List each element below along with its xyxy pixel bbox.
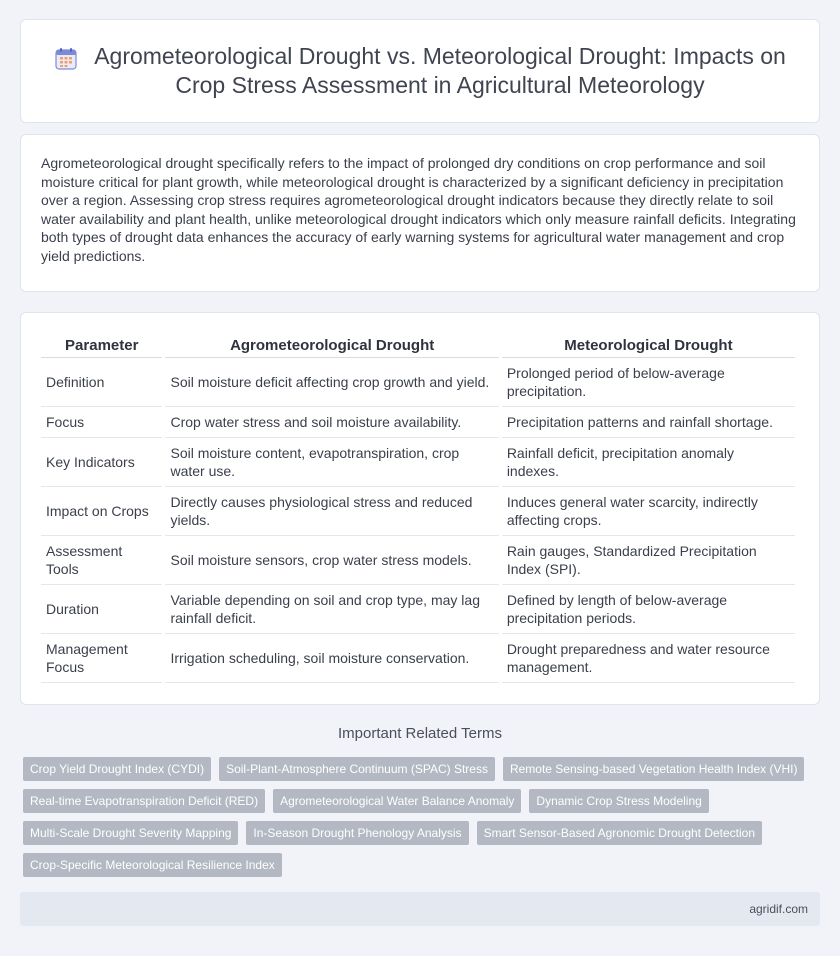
table-cell-agrometeorological: Soil moisture sensors, crop water stress models. — [165, 536, 498, 585]
related-term-tag[interactable]: Crop-Specific Meteorological Resilience Index — [23, 853, 282, 877]
table-cell-meteorological: Precipitation patterns and rainfall shortage. — [502, 407, 795, 438]
related-term-tag[interactable]: Agrometeorological Water Balance Anomaly — [273, 789, 521, 813]
table-cell-agrometeorological: Irrigation scheduling, soil moisture conservation. — [165, 634, 498, 683]
comparison-table — [38, 333, 798, 683]
comparison-table-card — [20, 312, 820, 705]
table-cell-agrometeorological: Directly causes physiological stress and reduced yields. — [165, 487, 498, 536]
related-terms-heading: Important Related Terms — [338, 725, 502, 742]
footer — [20, 892, 820, 926]
column-header-parameter: Parameter — [41, 333, 162, 358]
table-row — [41, 407, 795, 438]
table-cell-agrometeorological: Crop water stress and soil moisture availability. — [165, 407, 498, 438]
related-term-tag[interactable]: Dynamic Crop Stress Modeling — [529, 789, 708, 813]
table-cell-parameter: Duration — [41, 585, 162, 634]
intro-card — [20, 134, 820, 292]
header-card — [20, 19, 820, 123]
table-cell-meteorological: Rainfall deficit, precipitation anomaly indexes. — [502, 438, 795, 487]
table-row — [41, 536, 795, 585]
table-cell-agrometeorological: Soil moisture deficit affecting crop growth and yield. — [165, 358, 498, 407]
table-cell-parameter: Management Focus — [41, 634, 162, 683]
footer-site-link[interactable]: agridif.com — [749, 902, 808, 916]
table-cell-parameter: Assessment Tools — [41, 536, 162, 585]
table-cell-parameter: Key Indicators — [41, 438, 162, 487]
related-term-tag[interactable]: In-Season Drought Phenology Analysis — [246, 821, 468, 845]
intro-paragraph: Agrometeorological drought specifically refers to the impact of prolonged dry conditions on crop performance and soil moisture critical for plant growth, while meteorological drought is characterized by a significant deficiency in precipitation over a region. Assessing crop stress requires agrometeorological drought indicators because they directly relate to soil water availability and plant health, unlike meteorological drought indicators which only measure rainfall deficits. Integrating both types of drought data enhances the accuracy of early warning systems for agricultural water management and crop yield predictions. — [41, 155, 796, 264]
table-cell-meteorological: Rain gauges, Standardized Precipitation Index (SPI). — [502, 536, 795, 585]
table-cell-meteorological: Defined by length of below-average precipitation periods. — [502, 585, 795, 634]
table-row — [41, 487, 795, 536]
related-terms-list — [23, 757, 813, 877]
table-cell-parameter: Definition — [41, 358, 162, 407]
table-cell-agrometeorological: Soil moisture content, evapotranspiration, crop water use. — [165, 438, 498, 487]
table-row — [41, 438, 795, 487]
table-header-row — [41, 333, 795, 358]
table-cell-parameter: Impact on Crops — [41, 487, 162, 536]
table-row — [41, 634, 795, 683]
column-header-agrometeorological: Agrometeorological Drought — [165, 333, 498, 358]
table-cell-agrometeorological: Variable depending on soil and crop type, may lag rainfall deficit. — [165, 585, 498, 634]
table-cell-meteorological: Prolonged period of below-average precipitation. — [502, 358, 795, 407]
related-term-tag[interactable]: Soil-Plant-Atmosphere Continuum (SPAC) Stress — [219, 757, 495, 781]
related-term-tag[interactable]: Multi-Scale Drought Severity Mapping — [23, 821, 238, 845]
table-cell-parameter: Focus — [41, 407, 162, 438]
table-cell-meteorological: Induces general water scarcity, indirectly affecting crops. — [502, 487, 795, 536]
page-title: Agrometeorological Drought vs. Meteorological Drought: Impacts on Crop Stress Assessment in Agricultural Meteorology — [94, 43, 786, 98]
related-term-tag[interactable]: Smart Sensor-Based Agronomic Drought Detection — [477, 821, 762, 845]
table-row — [41, 358, 795, 407]
related-term-tag[interactable]: Remote Sensing-based Vegetation Health Index (VHI) — [503, 757, 805, 781]
column-header-meteorological: Meteorological Drought — [502, 333, 795, 358]
related-term-tag[interactable]: Crop Yield Drought Index (CYDI) — [23, 757, 211, 781]
table-cell-meteorological: Drought preparedness and water resource management. — [502, 634, 795, 683]
table-row — [41, 585, 795, 634]
related-term-tag[interactable]: Real-time Evapotranspiration Deficit (RED) — [23, 789, 265, 813]
